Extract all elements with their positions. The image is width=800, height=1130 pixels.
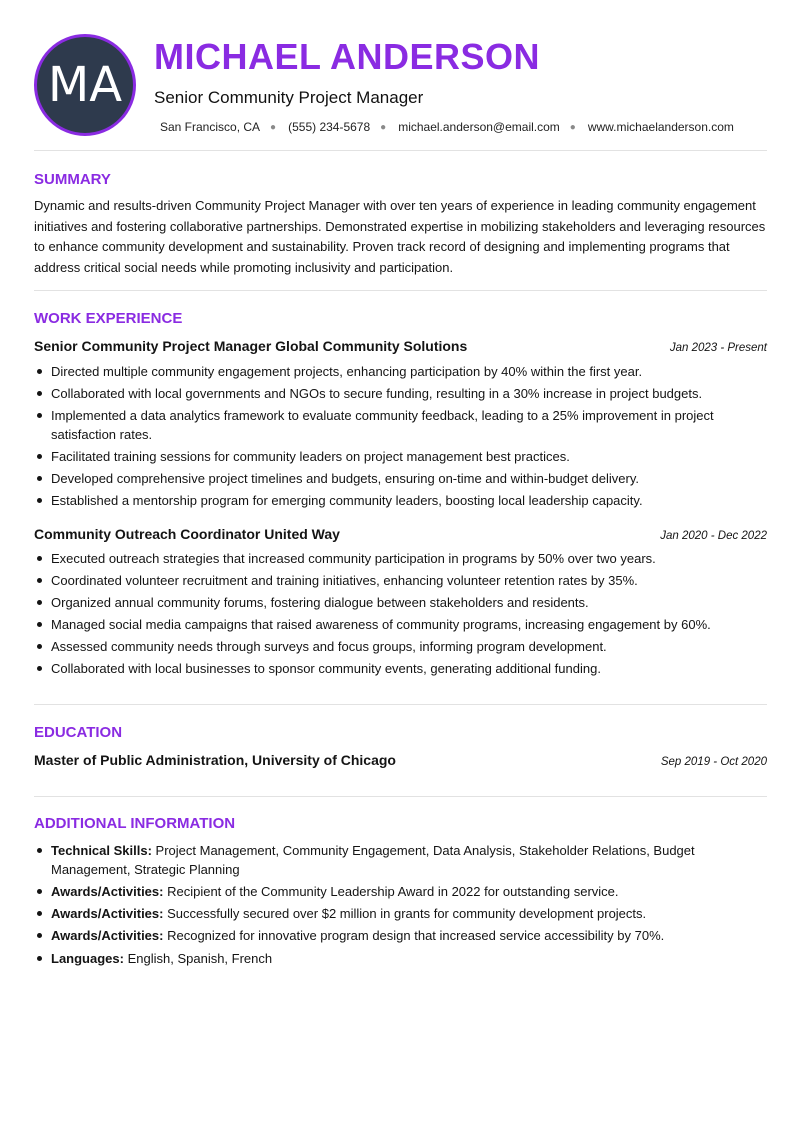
contact-phone: (555) 234-5678 bbox=[288, 120, 371, 134]
item-label: Awards/Activities: bbox=[51, 884, 164, 899]
job-role: Senior Community Project Manager Global Community Solutions bbox=[34, 338, 468, 354]
item-text: Recognized for innovative program design that increased service accessibility by 70%. bbox=[167, 928, 665, 943]
divider bbox=[34, 290, 767, 291]
list-item bbox=[34, 949, 767, 968]
item-label: Technical Skills: bbox=[51, 843, 152, 858]
job-title: Senior Community Project Manager bbox=[154, 88, 424, 107]
list-item: Coordinated volunteer recruitment and training initiatives, enhancing volunteer retention rates by 35%. bbox=[34, 571, 767, 590]
separator-dot-icon: ● bbox=[270, 121, 277, 133]
separator-dot-icon: ● bbox=[380, 121, 387, 133]
additional-info-heading: ADDITIONAL INFORMATION bbox=[34, 815, 236, 832]
contact-location: San Francisco, CA bbox=[160, 120, 261, 134]
list-item: Developed comprehensive project timelines and budgets, ensuring on-time and within-budget delivery. bbox=[34, 469, 767, 488]
education-dates: Sep 2019 - Oct 2020 bbox=[660, 756, 767, 768]
list-item: Directed multiple community engagement projects, enhancing participation by 40% within the first year. bbox=[34, 362, 767, 381]
list-item: Assessed community needs through surveys and focus groups, informing program development. bbox=[34, 637, 767, 656]
contact-website[interactable]: www.michaelanderson.com bbox=[587, 120, 734, 134]
degree: Master of Public Administration, University of Chicago bbox=[34, 752, 396, 768]
list-item bbox=[34, 926, 767, 945]
avatar-initials: MA bbox=[47, 57, 123, 113]
list-item: Collaborated with local governments and NGOs to secure funding, resulting in a 30% increase in project budgets. bbox=[34, 384, 767, 403]
avatar bbox=[34, 34, 136, 136]
item-text: Successfully secured over $2 million in grants for community development projects. bbox=[167, 906, 647, 921]
item-label: Awards/Activities: bbox=[51, 906, 164, 921]
candidate-name: MICHAEL ANDERSON bbox=[154, 36, 541, 77]
job-dates: Jan 2023 - Present bbox=[669, 342, 767, 354]
list-item: Established a mentorship program for emerging community leaders, boosting local leadership capacity. bbox=[34, 491, 767, 510]
education-entry bbox=[34, 752, 767, 768]
education-heading: EDUCATION bbox=[34, 724, 123, 741]
job-bullets bbox=[34, 549, 767, 681]
item-label: Awards/Activities: bbox=[51, 928, 164, 943]
contact-email[interactable]: michael.anderson@email.com bbox=[398, 120, 560, 134]
list-item bbox=[34, 841, 767, 879]
divider bbox=[34, 150, 767, 151]
contact-line bbox=[160, 120, 734, 134]
list-item: Organized annual community forums, fostering dialogue between stakeholders and residents. bbox=[34, 593, 767, 612]
list-item: Collaborated with local businesses to sponsor community events, generating additional funding. bbox=[34, 659, 767, 678]
list-item: Executed outreach strategies that increased community participation in programs by 50% over two years. bbox=[34, 549, 767, 568]
list-item bbox=[34, 882, 767, 901]
job-header bbox=[34, 338, 767, 354]
job-role: Community Outreach Coordinator United Way bbox=[34, 526, 340, 542]
list-item: Implemented a data analytics framework to evaluate community feedback, leading to a 25% improvement in project satisfaction rates. bbox=[34, 406, 767, 444]
job-dates: Jan 2020 - Dec 2022 bbox=[660, 530, 767, 542]
divider bbox=[34, 704, 767, 705]
list-item: Managed social media campaigns that raised awareness of community programs, increasing engagement by 60%. bbox=[34, 615, 767, 634]
summary-heading: SUMMARY bbox=[34, 171, 111, 188]
job-header bbox=[34, 526, 767, 542]
summary-text: Dynamic and results-driven Community Project Manager with over ten years of experience in leading community engagement initiatives and fostering collaborative partnerships. Demonstrated expertise in mobilizing stakeholders and leveraging resources to enhance community development and sustainability. Proven track record of designing and implementing programs that address critical social needs while promoting inclusivity and participation. bbox=[34, 198, 766, 275]
list-item bbox=[34, 904, 767, 923]
divider bbox=[34, 796, 767, 797]
item-text: Project Management, Community Engagement, Data Analysis, Stakeholder Relations, Budget Management, Strategic Planning bbox=[51, 843, 695, 877]
additional-info-list bbox=[34, 841, 767, 971]
list-item: Facilitated training sessions for community leaders on project management best practices. bbox=[34, 447, 767, 466]
item-label: Languages: bbox=[51, 951, 124, 966]
item-text: English, Spanish, French bbox=[127, 951, 273, 966]
job-bullets bbox=[34, 362, 767, 513]
item-text: Recipient of the Community Leadership Award in 2022 for outstanding service. bbox=[167, 884, 619, 899]
work-experience-heading: WORK EXPERIENCE bbox=[34, 310, 183, 327]
separator-dot-icon: ● bbox=[569, 121, 576, 133]
